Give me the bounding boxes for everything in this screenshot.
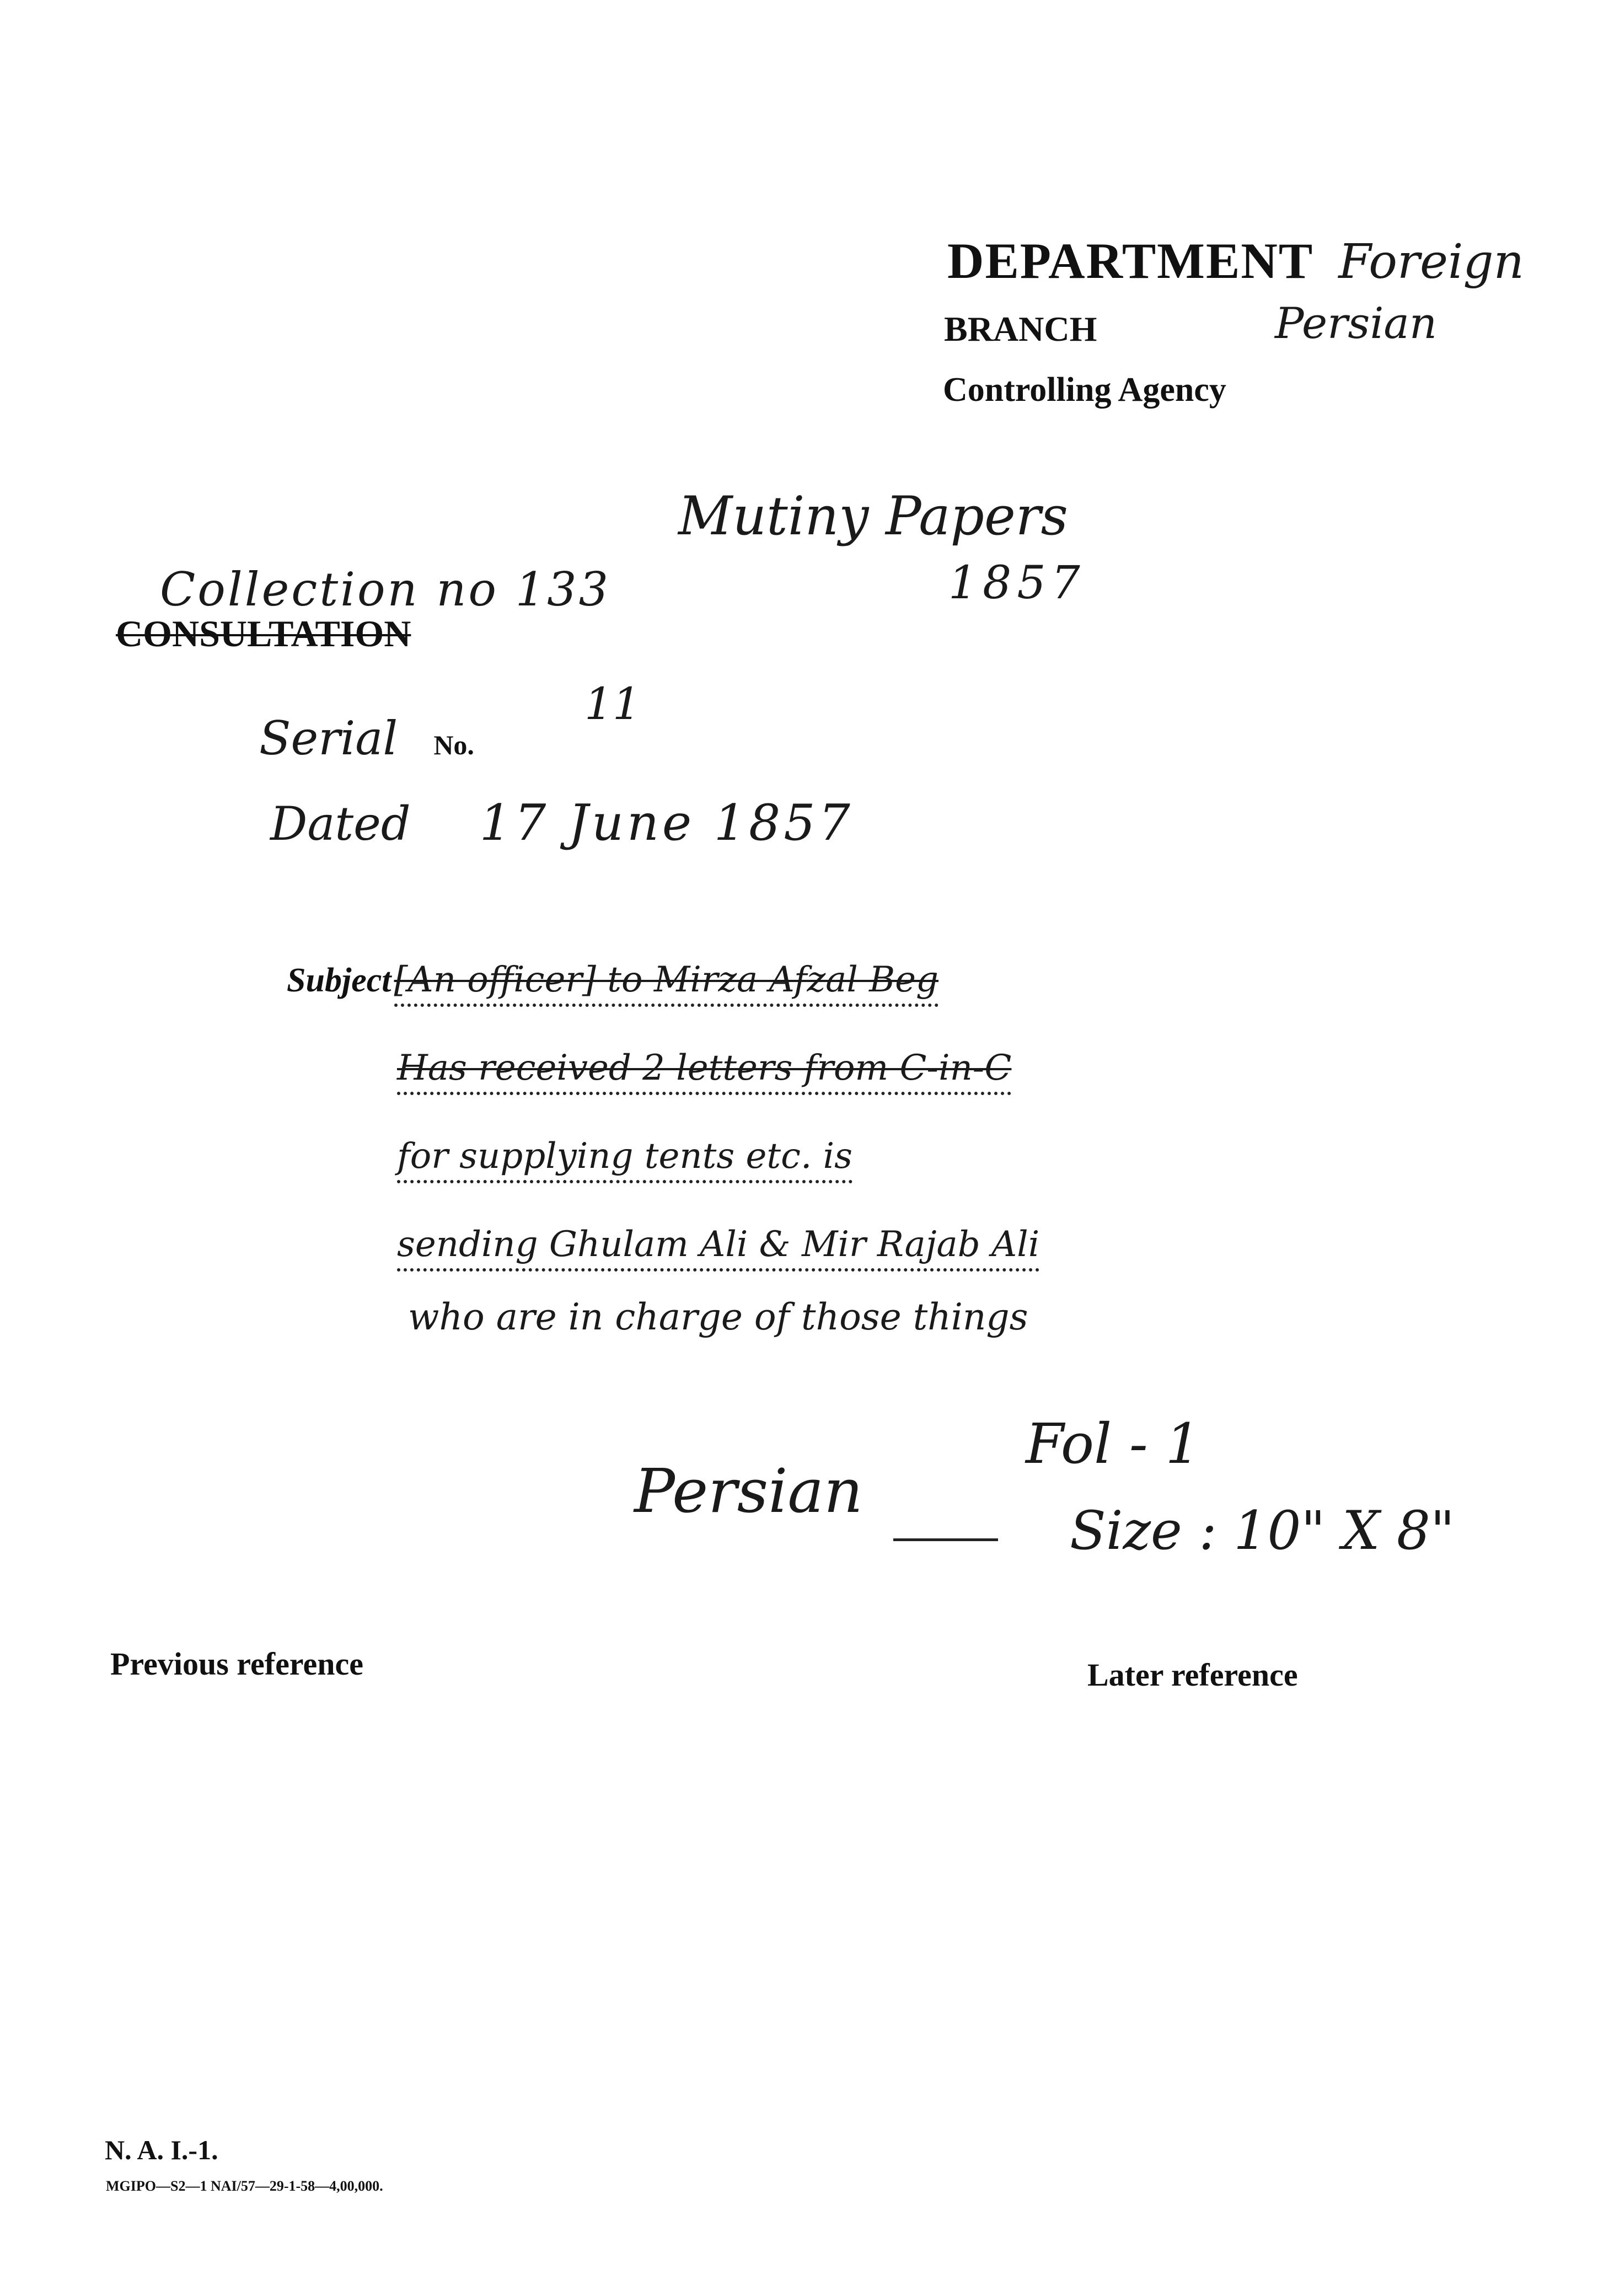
subject-line-5: who are in charge of those things xyxy=(408,1296,1028,1338)
serial-no-label: No. xyxy=(433,729,474,760)
department-value: Foreign xyxy=(1338,234,1524,289)
language-underline xyxy=(893,1538,998,1541)
department-row xyxy=(947,232,1524,290)
language-note: Persian xyxy=(634,1456,863,1526)
department-label: DEPARTMENT xyxy=(947,233,1314,289)
dated-label: Dated xyxy=(270,797,411,851)
branch-label: BRANCH xyxy=(944,309,1097,348)
subject-line-4: sending Ghulam Ali & Mir Rajab Ali xyxy=(397,1224,1039,1272)
serial-prefix: Serial xyxy=(259,711,398,765)
collection-title: Mutiny Papers xyxy=(678,485,1068,547)
later-reference-label: Later reference xyxy=(1087,1657,1298,1693)
subject-line-2: Has received 2 letters from C-in-C xyxy=(397,1048,1011,1095)
collection-number: Collection no 133 xyxy=(160,562,611,616)
folio-note: Fol - 1 xyxy=(1026,1412,1201,1476)
subject-line-3: for supplying tents etc. is xyxy=(397,1136,852,1183)
subject-label: Subject xyxy=(287,962,391,999)
size-note: Size : 10" X 8" xyxy=(1070,1500,1455,1562)
footer-print-line: MGIPO—S2—1 NAI/57—29-1-58—4,00,000. xyxy=(106,2178,383,2194)
serial-number: 11 xyxy=(584,678,641,729)
serial-row xyxy=(259,678,641,765)
consultation-label: CONSULTATION xyxy=(116,613,411,655)
footer-code: N. A. I.-1. xyxy=(105,2134,218,2165)
dated-row xyxy=(270,794,854,852)
controlling-agency-label: Controlling Agency xyxy=(943,371,1226,409)
branch-row xyxy=(944,299,1438,350)
branch-value: Persian xyxy=(1275,299,1438,348)
collection-year: 1857 xyxy=(948,557,1086,609)
subject-line-1: [An officer] to Mirza Afzal Beg xyxy=(394,959,938,1007)
subject-block xyxy=(287,959,1257,1000)
previous-reference-label: Previous reference xyxy=(110,1646,363,1682)
dated-value: 17 June 1857 xyxy=(479,794,854,852)
